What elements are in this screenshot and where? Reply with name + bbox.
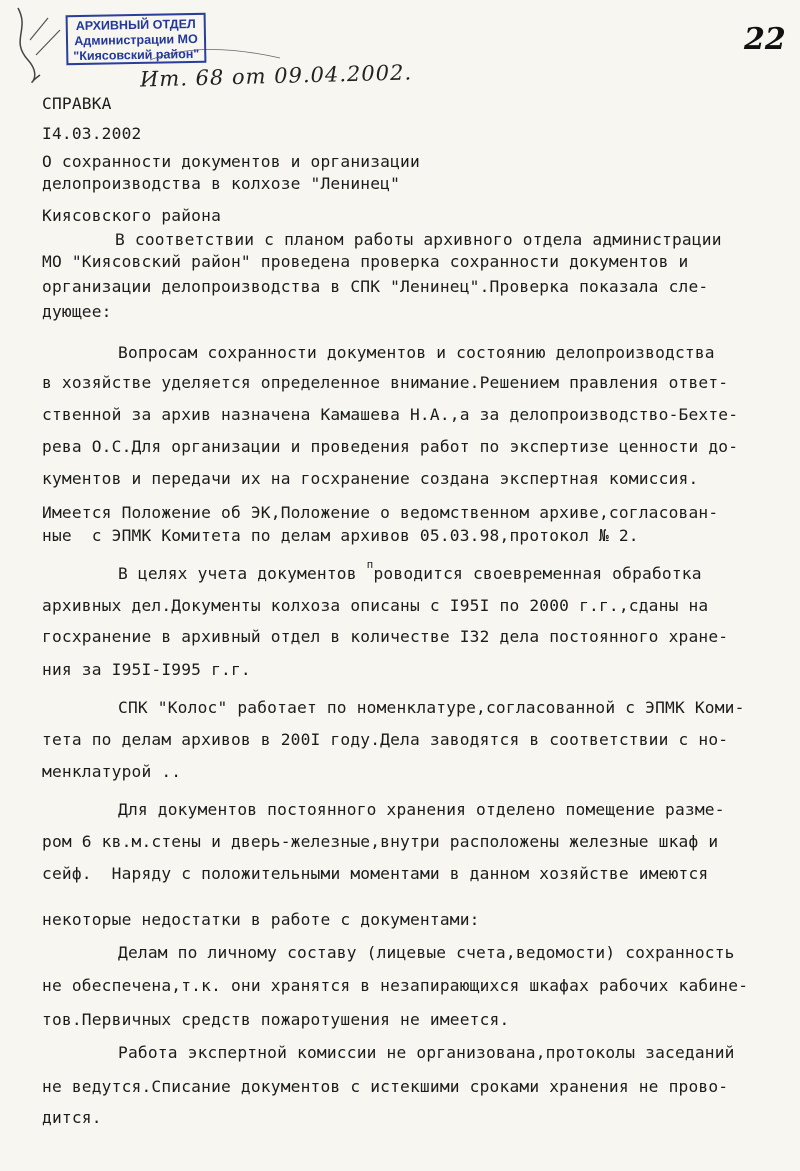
body-line: кументов и передачи их на госхранение создана экспертная комиссия. (42, 469, 699, 488)
body-line: организации делопроизводства в СПК "Ленинец".Проверка показала сле- (42, 277, 709, 296)
body-line: СПК "Колос" работает по номенклатуре,согласованной с ЭПМК Коми- (118, 698, 745, 717)
body-line: дующее: (42, 302, 112, 321)
doc-type: СПРАВКА (42, 94, 112, 113)
body-line: в хозяйстве уделяется определенное внимание.Решением правления ответ- (42, 373, 729, 392)
page-number: 22 (744, 22, 786, 57)
stamp-line-2: Администрации МО (74, 31, 198, 49)
body-line: ные с ЭПМК Комитета по делам архивов 05.03.98,протокол № 2. (42, 526, 639, 545)
body-line: архивных дел.Документы колхоза описаны с I95I по 2000 г.г.,сданы на (42, 596, 709, 615)
body-line: дится. (42, 1108, 102, 1127)
body-line: госхранение в архивный отдел в количестве I32 дела постоянного хране- (42, 627, 729, 646)
subject-line-2: делопроизводства в колхозе "Ленинец" (42, 174, 401, 193)
body-line: В соответствии с планом работы архивного отдела администрации (115, 230, 722, 249)
body-line: Для документов постоянного хранения отделено помещение разме- (118, 800, 725, 819)
doc-date: I4.03.2002 (42, 124, 142, 143)
body-line: сейф. Наряду с положительными моментами в данном хозяйстве имеются (42, 864, 709, 883)
handwritten-registration-note: Ит. 68 от 09.04.2002. (139, 60, 413, 92)
body-line: Вопросам сохранности документов и состоянию делопроизводства (118, 343, 715, 362)
body-line: ром 6 кв.м.стены и дверь-железные,внутри расположены железные шкаф и (42, 832, 719, 851)
body-line: рева О.С.Для организации и проведения работ по экспертизе ценности до- (42, 437, 739, 456)
body-line: некоторые недостатки в работе с документами: (42, 910, 480, 929)
body-line: Работа экспертной комиссии не организована,протоколы заседаний (118, 1043, 735, 1062)
stamp-line-3: "Киясовский район" (73, 46, 200, 64)
body-line: тов.Первичных средств пожаротушения не имеется. (42, 1010, 510, 1029)
body-line: ственной за архив назначена Камашева Н.А.,а за делопроизводство-Бехте- (42, 405, 739, 424)
body-line: Имеется Положение об ЭК,Положение о ведомственном архиве,согласован- (42, 503, 719, 522)
body-line: Делам по личному составу (лицевые счета,ведомости) сохранность (118, 943, 735, 962)
stamp-line-1: АРХИВНЫЙ ОТДЕЛ (75, 16, 196, 34)
body-line: тета по делам архивов в 200I году.Дела заводятся в соответствии с но- (42, 730, 729, 749)
archive-stamp (66, 13, 207, 65)
body-line: не ведутся.Списание документов с истекшими сроками хранения не прово- (42, 1077, 729, 1096)
body-line: ния за I95I-I995 г.г. (42, 660, 251, 679)
body-line: менклатурой .. (42, 762, 182, 781)
subject-line-1: О сохранности документов и организации (42, 152, 420, 171)
body-line: не обеспечена,т.к. они хранятся в незапирающихся шкафах рабочих кабине- (42, 976, 749, 995)
body-line: В целях учета документов $^п$роводится своевременная обработка (118, 558, 702, 583)
body-line: МО "Киясовский район" проведена проверка сохранности документов и (42, 252, 689, 271)
subject-line-3: Киясовского района (42, 206, 222, 225)
